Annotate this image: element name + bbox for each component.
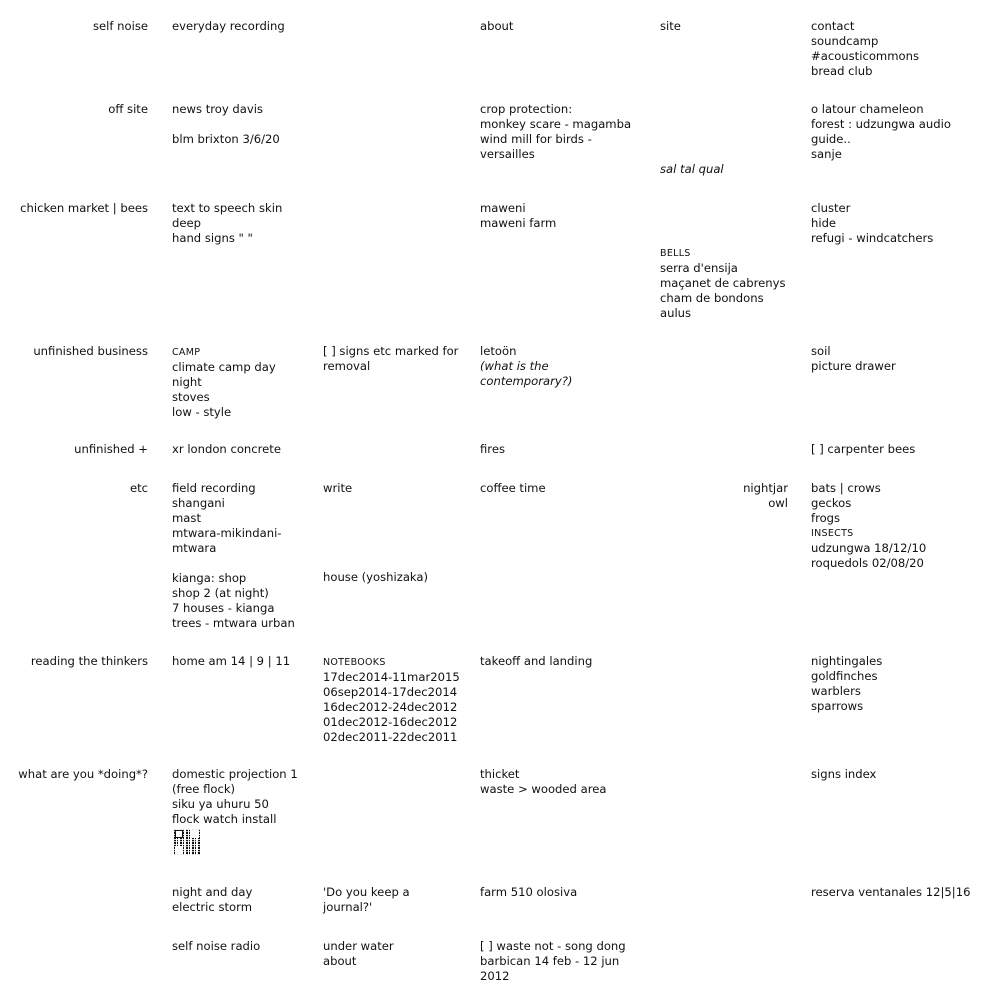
cell-birds	[811, 654, 882, 714]
link-signs-index[interactable]: signs index	[811, 767, 877, 781]
nav-off-site[interactable]: off site	[108, 102, 148, 116]
cell-journal	[323, 885, 410, 915]
link-mtwara-mikindani[interactable]: mtwara-mikindani-	[172, 526, 282, 540]
cell-nightjar-owl	[743, 481, 788, 511]
letoon-subtitle-2: contemporary?)	[480, 374, 573, 388]
link-roquedols[interactable]: roquedols 02/08/20	[811, 556, 924, 570]
link-text-to-speech[interactable]: text to speech skin	[172, 201, 283, 215]
cell-doing-c1	[172, 767, 298, 855]
link-waste-wooded-area[interactable]: waste > wooded area	[480, 782, 607, 796]
link-climate-camp[interactable]: climate camp day	[172, 360, 276, 374]
link-maweni-farm[interactable]: maweni farm	[480, 216, 557, 230]
link-versailles[interactable]: versailles	[480, 147, 535, 161]
link-sanje[interactable]: sanje	[811, 147, 842, 161]
link-notebook-5[interactable]: 02dec2011-22dec2011	[323, 730, 458, 744]
link-sparrows[interactable]: sparrows	[811, 699, 864, 713]
cell-self-noise-c5	[811, 19, 919, 79]
link-nightingales[interactable]: nightingales	[811, 654, 883, 668]
cell-off-site-c3	[480, 102, 631, 162]
link-night-and-day[interactable]: night and day	[172, 885, 253, 899]
link-maweni[interactable]: maweni	[480, 201, 526, 215]
heading-insects: INSECTS	[811, 528, 854, 539]
cell-soil	[811, 344, 896, 374]
link-guide[interactable]: guide..	[811, 132, 851, 146]
link-wind-mill[interactable]: wind mill for birds -	[480, 132, 592, 146]
link-contact[interactable]: contact	[811, 19, 855, 33]
link-2012[interactable]: 2012	[480, 969, 510, 983]
link-shangani[interactable]: shangani	[172, 496, 225, 510]
cell-bells	[660, 246, 786, 321]
cell-off-site-c5	[811, 102, 951, 162]
link-about-under-water[interactable]: about	[323, 954, 357, 968]
link-cluster[interactable]: cluster	[811, 201, 851, 215]
link-monkey-scare[interactable]: monkey scare - magamba	[480, 117, 632, 131]
cell-chicken-c1	[172, 201, 282, 246]
link-about[interactable]: about	[480, 19, 514, 33]
link-stoves[interactable]: stoves	[172, 390, 210, 404]
link-shop-2[interactable]: shop 2 (at night)	[172, 586, 269, 600]
link-serra-densija[interactable]: serra d'ensija	[660, 261, 738, 275]
cell-self-noise-c4	[660, 19, 681, 34]
link-fires[interactable]: fires	[480, 442, 505, 456]
link-letoon[interactable]: letoön	[480, 344, 517, 358]
nav-unfinished-business[interactable]: unfinished business	[33, 344, 148, 358]
letoon-subtitle-1: (what is the	[480, 359, 549, 373]
link-farm-510-olosiva[interactable]: farm 510 olosiva	[480, 885, 578, 899]
link-soil[interactable]: soil	[811, 344, 831, 358]
cell-off-site-c1	[172, 102, 280, 147]
link-waste-not[interactable]: [ ] waste not - song dong	[480, 939, 626, 953]
link-flock-watch-install[interactable]: flock watch install	[172, 812, 277, 826]
cell-thicket	[480, 767, 606, 797]
link-notebook-4[interactable]: 01dec2012-16dec2012	[323, 715, 458, 729]
link-udzungwa-insects[interactable]: udzungwa 18/12/10	[811, 541, 927, 555]
link-electric-storm[interactable]: electric storm	[172, 900, 252, 914]
cell-etc-c5	[811, 481, 926, 571]
cell-chicken-c3	[480, 201, 556, 231]
nav-chicken-market-bees[interactable]: chicken market | bees	[20, 201, 148, 215]
link-cham-de-bondons[interactable]: cham de bondons	[660, 291, 764, 305]
link-home-am[interactable]: home am 14 | 9 | 11	[172, 654, 291, 668]
link-frogs[interactable]: frogs	[811, 511, 841, 525]
link-barbican[interactable]: barbican 14 feb - 12 jun	[480, 954, 620, 968]
link-do-you-keep-a-journal[interactable]: 'Do you keep a	[323, 885, 410, 899]
link-macanet-de-cabrenys[interactable]: maçanet de cabrenys	[660, 276, 786, 290]
link-write[interactable]: write	[323, 481, 353, 495]
nav-unfinished-plus[interactable]: unfinished +	[74, 442, 148, 456]
link-reserva-ventanales[interactable]: reserva ventanales 12|5|16	[811, 885, 971, 899]
link-goldfinches[interactable]: goldfinches	[811, 669, 878, 683]
cell-etc-c1	[172, 481, 295, 631]
link-low-style[interactable]: low - style	[172, 405, 232, 419]
link-house-yoshizaka[interactable]: house (yoshizaka)	[323, 570, 429, 584]
nav-reading-the-thinkers[interactable]: reading the thinkers	[30, 654, 148, 668]
link-notebook-2[interactable]: 06sep2014-17dec2014	[323, 685, 458, 699]
link-thicket[interactable]: thicket	[480, 767, 520, 781]
nav-what-are-you-doing[interactable]: what are you *doing*?	[18, 767, 148, 781]
link-news-troy-davis[interactable]: news troy davis	[172, 102, 263, 116]
cell-under-water	[323, 939, 394, 969]
cell-camp	[172, 345, 276, 420]
link-notebook-1[interactable]: 17dec2014-11mar2015	[323, 670, 460, 684]
link-trees-mtwara[interactable]: trees - mtwara urban	[172, 616, 295, 630]
link-aulus[interactable]: aulus	[660, 306, 692, 320]
heading-bells: BELLS	[660, 248, 691, 259]
cell-row9-c1	[172, 885, 252, 915]
link-7-houses[interactable]: 7 houses - kianga	[172, 601, 275, 615]
link-removal[interactable]: removal	[323, 359, 371, 373]
cell-letoon	[480, 344, 572, 389]
link-latour-chameleon[interactable]: o latour chameleon	[811, 102, 924, 116]
link-under-water[interactable]: under water	[323, 939, 394, 953]
link-carpenter-bees[interactable]: [ ] carpenter bees	[811, 442, 916, 456]
link-siku-ya-uhuru[interactable]: siku ya uhuru 50	[172, 797, 269, 811]
link-mast[interactable]: mast	[172, 511, 201, 525]
link-nightjar[interactable]: nightjar	[743, 481, 788, 495]
link-owl[interactable]: owl	[768, 496, 788, 510]
link-picture-drawer[interactable]: picture drawer	[811, 359, 896, 373]
link-coffee-time[interactable]: coffee time	[480, 481, 546, 495]
cell-chicken-c5	[811, 201, 933, 246]
cell-notebooks	[323, 655, 460, 745]
link-signs-marked-removal[interactable]: [ ] signs etc marked for	[323, 344, 459, 358]
link-kianga-shop[interactable]: kianga: shop	[172, 571, 247, 585]
link-crop-protection[interactable]: crop protection:	[480, 102, 573, 116]
heading-camp: CAMP	[172, 347, 201, 358]
nav-etc[interactable]: etc	[129, 481, 148, 495]
link-bats-crows[interactable]: bats | crows	[811, 481, 881, 495]
link-journal[interactable]: journal?'	[323, 900, 373, 914]
link-night[interactable]: night	[172, 375, 202, 389]
link-hand-signs[interactable]: hand signs " "	[172, 231, 253, 245]
link-sal-tal-qual[interactable]: sal tal qual	[660, 162, 724, 176]
link-geckos[interactable]: geckos	[811, 496, 852, 510]
link-deep[interactable]: deep	[172, 216, 201, 230]
link-self-noise-radio[interactable]: self noise radio	[172, 939, 261, 953]
link-mtwara[interactable]: mtwara	[172, 541, 217, 555]
qr-code-icon[interactable]	[174, 829, 200, 855]
link-field-recording[interactable]: field recording	[172, 481, 256, 495]
link-domestic-projection[interactable]: domestic projection 1	[172, 767, 298, 781]
cell-self-noise-c3	[480, 19, 513, 34]
link-hide[interactable]: hide	[811, 216, 837, 230]
link-bread-club[interactable]: bread club	[811, 64, 873, 78]
link-notebook-3[interactable]: 16dec2012-24dec2012	[323, 700, 458, 714]
heading-notebooks: NOTEBOOKS	[323, 657, 386, 668]
link-blm-brixton[interactable]: blm brixton 3/6/20	[172, 132, 280, 146]
link-everyday-recording[interactable]: everyday recording	[172, 19, 285, 33]
link-xr-london-concrete[interactable]: xr london concrete	[172, 442, 281, 456]
cell-self-noise-c1	[172, 19, 285, 34]
link-forest-udzungwa[interactable]: forest : udzungwa audio	[811, 117, 951, 131]
link-free-flock[interactable]: (free flock)	[172, 782, 236, 796]
cell-waste-not	[480, 939, 626, 984]
link-warblers[interactable]: warblers	[811, 684, 861, 698]
link-soundcamp[interactable]: soundcamp	[811, 34, 879, 48]
link-takeoff-landing[interactable]: takeoff and landing	[480, 654, 593, 668]
cell-signs-marked	[323, 344, 458, 374]
link-site[interactable]: site	[660, 19, 681, 33]
nav-self-noise[interactable]: self noise	[93, 19, 148, 33]
link-acousticommons[interactable]: #acousticommons	[811, 49, 919, 63]
link-refugi-windcatchers[interactable]: refugi - windcatchers	[811, 231, 934, 245]
